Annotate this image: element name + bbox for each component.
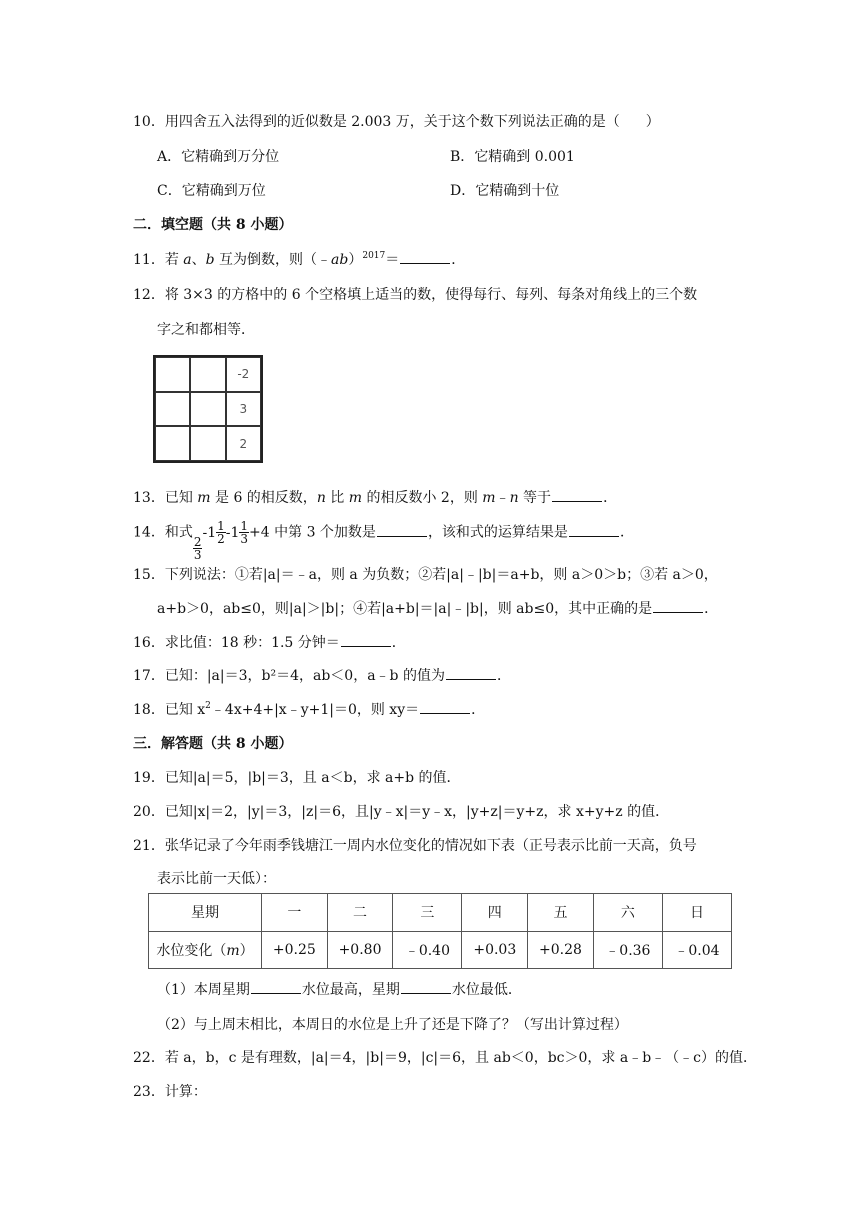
fraction: $\frac{1}{2}$	[217, 519, 225, 546]
answer-blank[interactable]	[569, 524, 619, 537]
table-header-cell: 二	[327, 894, 393, 932]
table-cell: ﹣0.04	[662, 931, 731, 969]
question-21-line-1: 21．张华记录了今年雨季钱塘江一周内水位变化的情况如下表（正号表示比前一天高，负号	[133, 838, 697, 854]
table-header-row	[149, 894, 732, 932]
section-3-heading: 三．解答题（共 8 小题）	[133, 736, 293, 752]
answer-blank[interactable]	[400, 251, 450, 264]
answer-blank[interactable]	[653, 600, 703, 613]
table-cell: +0.28	[528, 931, 594, 969]
row-label: 水位变化（m）	[149, 931, 262, 969]
question-17: 17．已知：|a|＝3，b²＝4，ab＜0，a﹣b 的值为 ．	[133, 668, 511, 684]
table-cell: ﹣0.36	[593, 931, 662, 969]
question-10: 10．用四舍五入法得到的近似数是 2.003 万，关于这个数下列说法正确的是（ ）	[133, 114, 660, 130]
answer-blank[interactable]	[251, 981, 301, 994]
table-header-cell: 五	[528, 894, 594, 932]
question-20: 20．已知|x|＝2，|y|＝3，|z|＝6，且|y﹣x|＝y﹣x，|y+z|＝y+z，求 x+y+z 的值．	[133, 804, 670, 820]
table-row	[149, 931, 732, 969]
grid-cell[interactable]	[190, 357, 225, 392]
question-18: 18．已知 $x^2﹣4x+4+|x﹣y+1|=0$，则 xy＝ ．	[133, 701, 486, 718]
answer-blank[interactable]	[446, 667, 496, 680]
question-21-part-2: （2）与上周末相比，本周日的水位是上升了还是下降了？（写出计算过程）	[157, 1017, 628, 1033]
grid-cell[interactable]	[155, 357, 190, 392]
section-2-heading: 二．填空题（共 8 小题）	[133, 217, 293, 233]
fraction: $\frac{2}{3}$	[193, 534, 202, 562]
water-level-table	[148, 893, 732, 969]
table-header-cell: 六	[593, 894, 662, 932]
question-19: 19．已知|a|＝5，|b|＝3，且 a＜b，求 a+b 的值．	[133, 770, 461, 786]
question-15-line-1: 15．下列说法：①若|a|＝﹣a，则 a 为负数；②若|a|﹣|b|＝a+b，则 a＞0＞b；③若 a＞0，	[133, 567, 718, 583]
question-11: 11．若 a、b 互为倒数，则（﹣ab）$^{2017}$＝ ．	[133, 251, 466, 268]
answer-blank[interactable]	[420, 701, 470, 714]
table-cell: +0.25	[262, 931, 328, 969]
question-14: 14．和式 $\frac{2}{3}$ -1 $\frac{1}{2}$ -1 $\frac{1}{3}$ +4 中第 3 个加数是 ，该和式的运算结果是 ．	[133, 519, 634, 562]
question-21-part-1: （1）本周星期 水位最高，星期 水位最低．	[157, 982, 522, 998]
table-header-cell: 四	[462, 894, 528, 932]
answer-blank[interactable]	[341, 634, 391, 647]
table-header-cell: 三	[393, 894, 462, 932]
grid-cell[interactable]	[190, 392, 225, 427]
question-12-line-1: 12．将 3×3 的方格中的 6 个空格填上适当的数，使得每行、每列、每条对角线上的三个数	[133, 287, 698, 303]
grid-cell: -2	[226, 357, 261, 392]
table-header-cell: 一	[262, 894, 328, 932]
question-16: 16．求比值：18 秒：1.5 分钟＝ ．	[133, 635, 406, 651]
option-d[interactable]: D．它精确到十位	[450, 183, 560, 199]
grid-cell: 3	[226, 392, 261, 427]
question-23: 23．计算：	[133, 1084, 207, 1100]
question-22: 22．若 a，b，c 是有理数，|a|＝4，|b|＝9，|c|＝6，且 ab＜0，bc＞0，求 a﹣b﹣（﹣c）的值．	[133, 1050, 758, 1066]
table-header-cell: 日	[662, 894, 731, 932]
answer-blank[interactable]	[377, 524, 427, 537]
question-21-line-2: 表示比前一天低）：	[157, 871, 276, 887]
magic-square-grid	[153, 355, 263, 463]
fraction: $\frac{1}{3}$	[240, 519, 249, 546]
answer-blank[interactable]	[552, 489, 602, 502]
question-12-line-2: 字之和都相等．	[157, 322, 255, 338]
grid-cell[interactable]	[155, 392, 190, 427]
grid-cell[interactable]	[190, 426, 225, 461]
option-a[interactable]: A．它精确到万分位	[157, 149, 280, 165]
grid-cell: 2	[226, 426, 261, 461]
table-cell: +0.03	[462, 931, 528, 969]
table-header-cell: 星期	[149, 894, 262, 932]
table-cell: ﹣0.40	[393, 931, 462, 969]
grid-cell[interactable]	[155, 426, 190, 461]
option-b[interactable]: B．它精确到 0.001	[450, 149, 575, 165]
table-cell: +0.80	[327, 931, 393, 969]
question-13: 13．已知 m 是 6 的相反数，n 比 m 的相反数小 2，则 m﹣n 等于 ．	[133, 490, 618, 506]
option-c[interactable]: C．它精确到万位	[157, 183, 266, 199]
question-15-line-2: a+b＞0，ab≤0，则|a|＞|b|；④若|a+b|＝|a|﹣|b|，则 ab≤0，其中正确的是 ．	[157, 601, 719, 617]
answer-blank[interactable]	[401, 981, 451, 994]
